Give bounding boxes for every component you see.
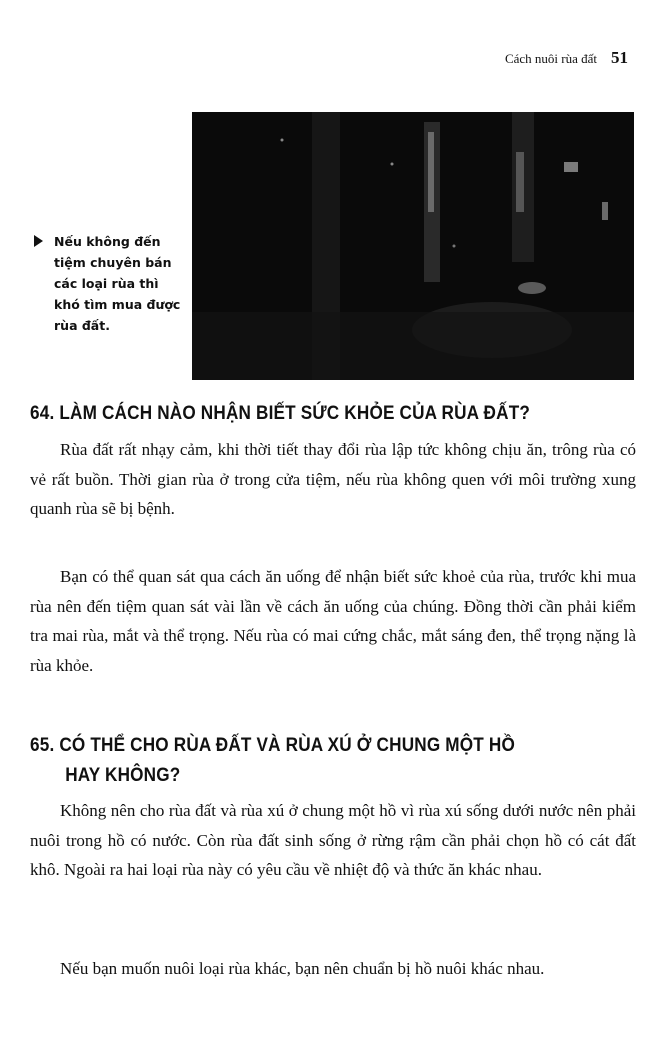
page-number: 51 [611, 48, 628, 67]
running-title: Cách nuôi rùa đất [504, 51, 597, 66]
section-number: 65. [30, 734, 55, 756]
page-header [505, 48, 628, 68]
section-title-line-2: HAY KHÔNG? [65, 764, 181, 786]
section-65-paragraph-1: Không nên cho rùa đất và rùa xú ở chung một hồ vì rùa xú sống dưới nước nên phải nuôi trong hồ có nước. Còn rùa đất sinh sống ở rừng rậm cần phải chọn hồ có cát đất khô. Ngoài ra hai loại rùa này có yêu cầu về nhiệt độ và thức ăn khác nhau. [30, 801, 636, 879]
section-64-heading [30, 398, 635, 428]
section-title: LÀM CÁCH NÀO NHẬN BIẾT SỨC KHỎE CỦA RÙA ĐẤT? [59, 402, 531, 424]
photo-caption [34, 231, 184, 336]
section-number: 64. [30, 402, 55, 424]
section-65-paragraph-2: Nếu bạn muốn nuôi loại rùa khác, bạn nên chuẩn bị hồ nuôi khác nhau. [60, 959, 545, 978]
section-64-paragraph-1: Rùa đất rất nhạy cảm, khi thời tiết thay đổi rùa lập tức không chịu ăn, trông rùa có vẻ rất buồn. Thời gian rùa ở trong cửa tiệm, nếu rùa không quen với môi trường xung quanh rùa sẽ bị bệnh. [30, 440, 636, 518]
photo-image [192, 112, 634, 380]
section-64-paragraph-2: Bạn có thể quan sát qua cách ăn uống để nhận biết sức khoẻ của rùa, trước khi mua rùa nên đến tiệm quan sát vài lần về cách ăn uống của chúng. Đồng thời cần phải kiểm tra mai rùa, mắt và thể trọng. Nếu rùa có mai cứng chắc, mắt sáng đen, thể trọng nặng là rùa khỏe. [30, 567, 636, 675]
turtle-photo [192, 112, 634, 380]
section-65-heading [30, 730, 635, 790]
section-title-line-1: CÓ THỂ CHO RÙA ĐẤT VÀ RÙA XÚ Ở CHUNG MỘT HỒ [59, 734, 515, 756]
caption-text: Nếu không đến tiệm chuyên bán các loại rùa thì khó tìm mua được rùa đất. [54, 234, 181, 333]
caption-arrow-icon [34, 235, 43, 247]
